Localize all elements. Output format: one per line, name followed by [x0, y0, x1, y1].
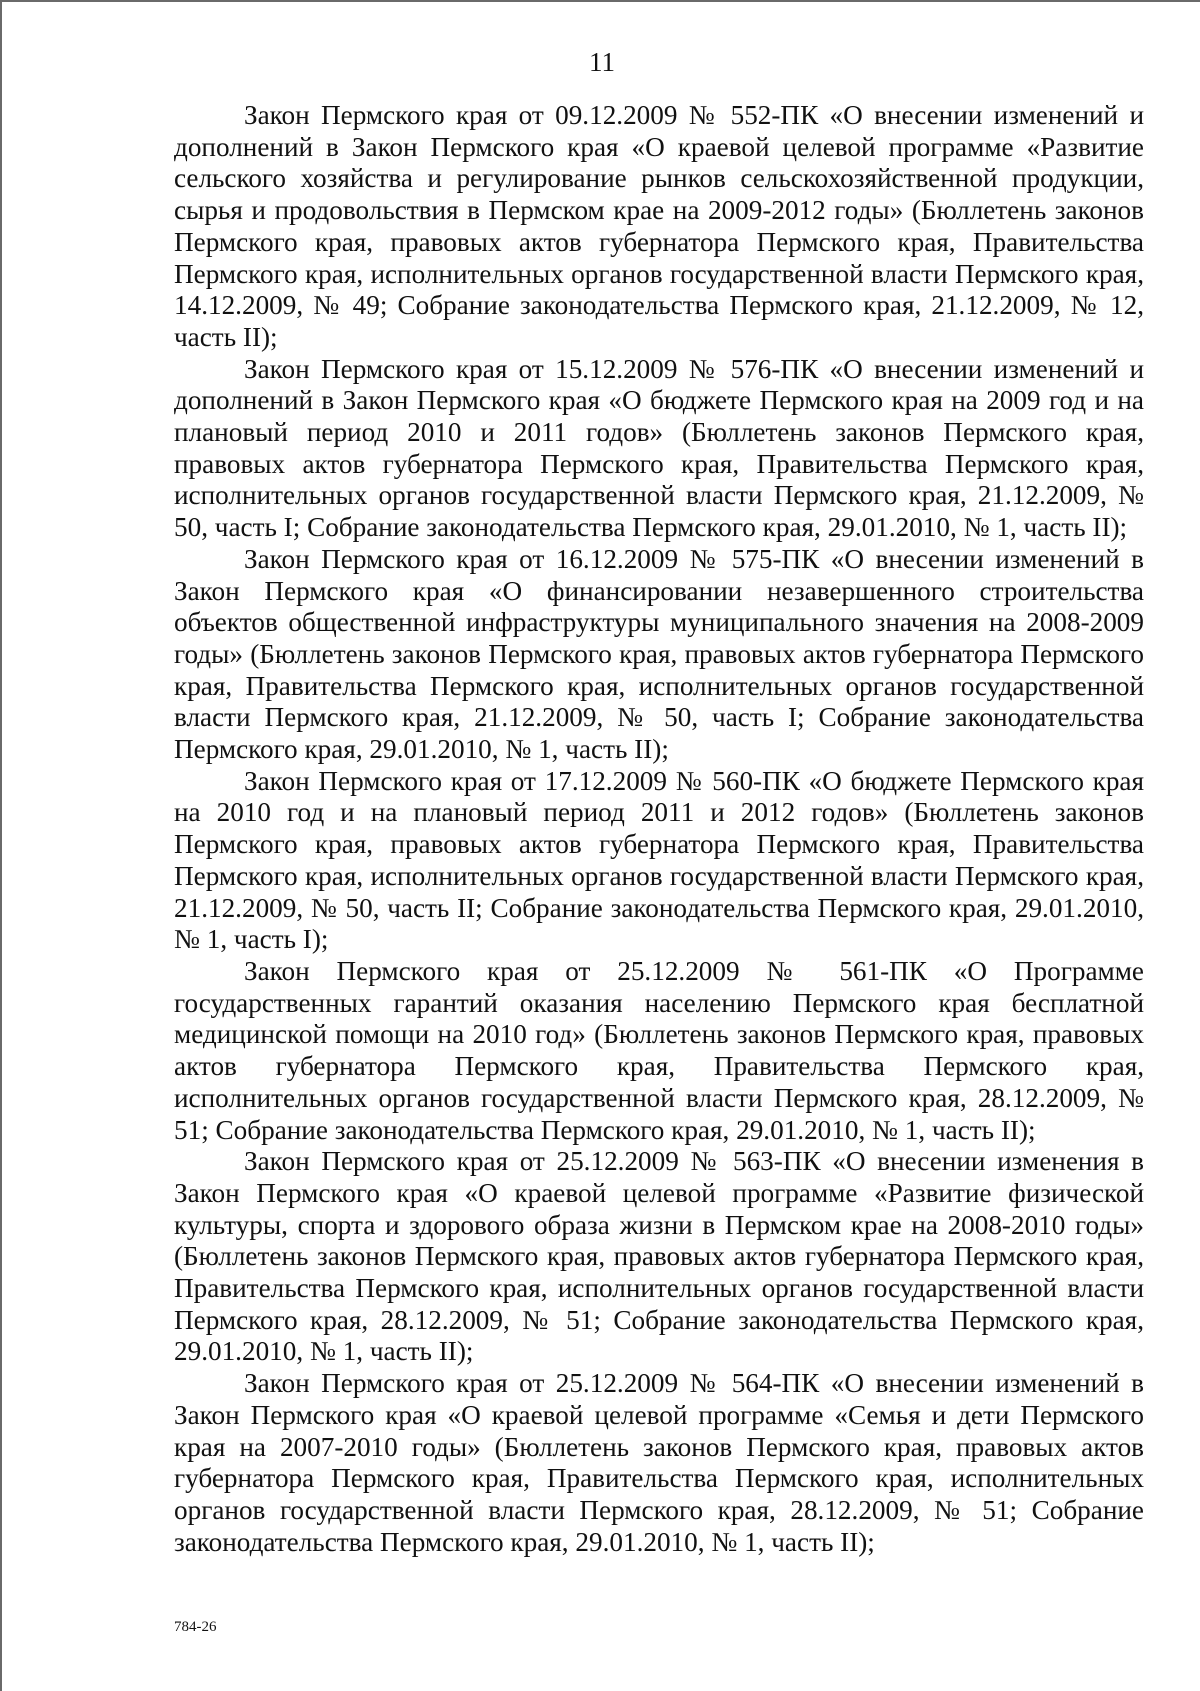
document-code: 784-26 [174, 1619, 217, 1635]
law-entry-paragraph: Закон Пермского края от 15.12.2009 № 576-ПК «О внесении изменений и дополнений в Закон Пермского края «О бюджете Пермского края на 2009 год и на плановый период 2010 и 2011 годов» (Бюллетень законов Пермского края, правовых актов губернатора Пермского края, Правительства Пермского края, исполнительных органов государственной власти Пермского края, 21.12.2009, № 50, часть I; Собрание законодательства Пермского края, 29.01.2010, № 1, часть II); [174, 353, 1144, 543]
law-entry-paragraph: Закон Пермского края от 16.12.2009 № 575-ПК «О внесении изменений в Закон Пермского края «О финансировании незавершенного строительства объектов общественной инфраструктуры муниципального значения на 2008-2009 годы» (Бюллетень законов Пермского края, правовых актов губернатора Пермского края, Правительства Пермского края, исполнительных органов государственной власти Пермского края, 21.12.2009, № 50, часть I; Собрание законодательства Пермского края, 29.01.2010, № 1, часть II); [174, 543, 1144, 765]
law-entry-paragraph: Закон Пермского края от 25.12.2009 № 564-ПК «О внесении изменений в Закон Пермского края «О краевой целевой программе «Семья и дети Пермского края на 2007-2010 годы» (Бюллетень законов Пермского края, правовых актов губернатора Пермского края, Правительства Пермского края, исполнительных органов государственной власти Пермского края, 28.12.2009, № 51; Собрание законодательства Пермского края, 29.01.2010, № 1, часть II); [174, 1368, 1144, 1557]
page-number: 11 [589, 47, 615, 77]
document-body [174, 100, 1144, 1558]
law-entry-paragraph: Закон Пермского края от 25.12.2009 № 563-ПК «О внесении изменения в Закон Пермского края «О краевой целевой программе «Развитие физической культуры, спорта и здорового образа жизни в Пермском крае на 2008-2010 годы» (Бюллетень законов Пермского края, правовых актов губернатора Пермского края, Правительства Пермского края, исполнительных органов государственной власти Пермского края, 28.12.2009, № 51; Собрание законодательства Пермского края, 29.01.2010, № 1, часть II); [174, 1146, 1144, 1367]
law-entry-paragraph: Закон Пермского края от 25.12.2009 № 561-ПК «О Программе государственных гарантий оказания населению Пермского края бесплатной медицинской помощи на 2010 год» (Бюллетень законов Пермского края, правовых актов губернатора Пермского края, Правительства Пермского края, исполнительных органов государственной власти Пермского края, 28.12.2009, № 51; Собрание законодательства Пермского края, 29.01.2010, № 1, часть II); [174, 955, 1144, 1145]
law-entry-paragraph: Закон Пермского края от 09.12.2009 № 552-ПК «О внесении изменений и дополнений в Закон Пермского края «О краевой целевой программе «Развитие сельского хозяйства и регулирование рынков сельскохозяйственной продукции, сырья и продовольствия в Пермском крае на 2009-2012 годы» (Бюллетень законов Пермского края, правовых актов губернатора Пермского края, Правительства Пермского края, исполнительных органов государственной власти Пермского края, 14.12.2009, № 49; Собрание законодательства Пермского края, 21.12.2009, № 12, часть II); [174, 100, 1144, 352]
law-entry-paragraph: Закон Пермского края от 17.12.2009 № 560-ПК «О бюджете Пермского края на 2010 год и на плановый период 2011 и 2012 годов» (Бюллетень законов Пермского края, правовых актов губернатора Пермского края, Правительства Пермского края, исполнительных органов государственной власти Пермского края, 21.12.2009, № 50, часть II; Собрание законодательства Пермского края, 29.01.2010, № 1, часть I); [174, 765, 1144, 955]
